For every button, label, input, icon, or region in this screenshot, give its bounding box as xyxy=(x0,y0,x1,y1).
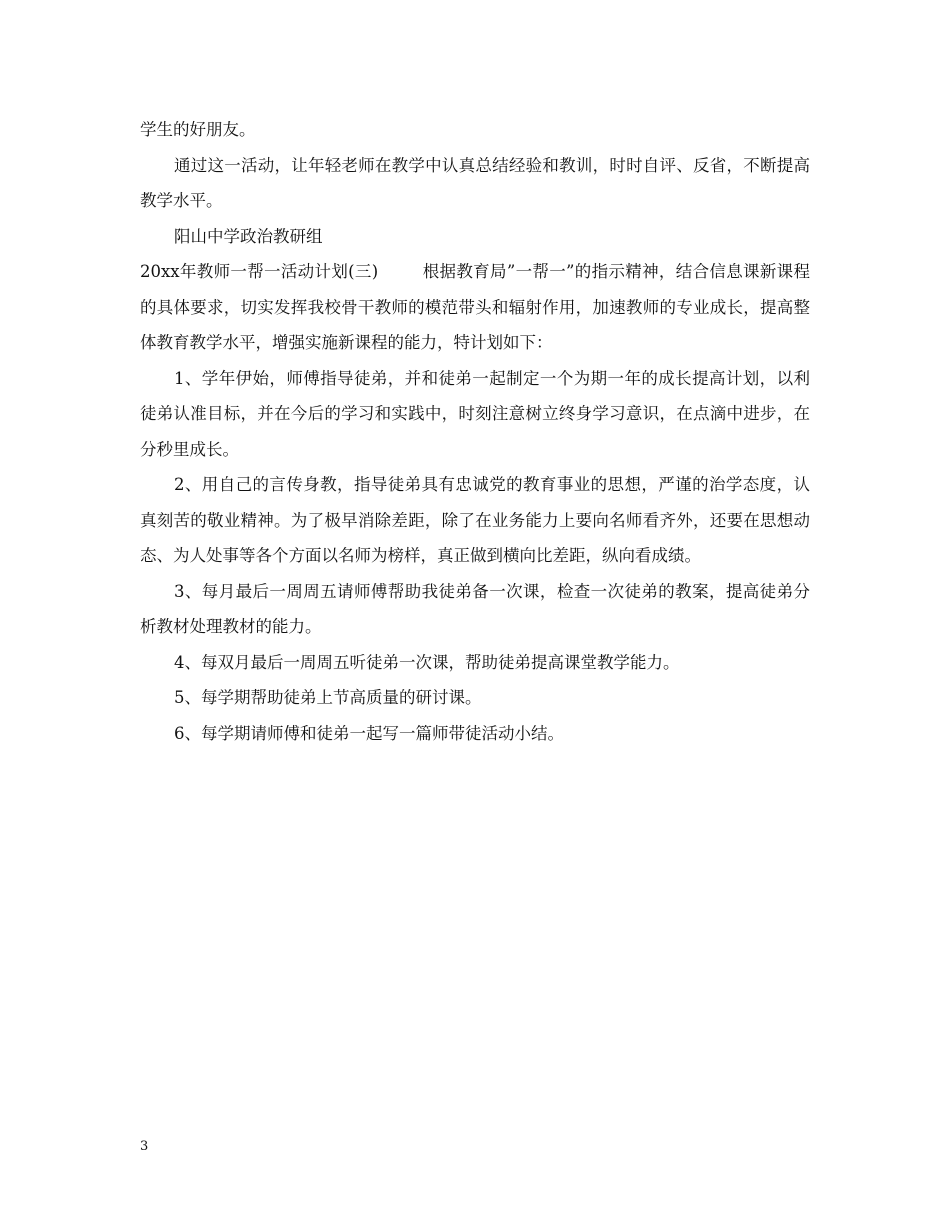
paragraph-plan-intro: 20xx年教师一帮一活动计划(三) 根据教育局”一帮一”的指示精神，结合信息课新课程的具体要求，切实发挥我校骨干教师的模范带头和辐射作用，加速教师的专业成长，提高整体教育教学水平，增强实施新课程的能力，特计划如下： xyxy=(140,262,810,352)
paragraph-signature-group: 阳山中学政治教研组 xyxy=(174,226,323,246)
paragraph-item-6: 6、每学期请师傅和徒弟一起写一篇师带徒活动小结。 xyxy=(174,723,564,743)
paragraph-closing-line: 学生的好朋友。 xyxy=(140,120,256,139)
paragraph-item-2: 2、用自己的言传身教，指导徒弟具有忠诚党的教育事业的思想，严谨的治学态度，认真刻苦的敬业精神。为了极早消除差距，除了在业务能力上要向名师看齐外，还要在思想动态、为人处事等各个方面以名师为榜样，真正做到横向比差距，纵向看成绩。 xyxy=(140,475,810,565)
paragraph-item-1: 1、学年伊始，师傅指导徒弟，并和徒弟一起制定一个为期一年的成长提高计划，以利徒弟认准目标，并在今后的学习和实践中，时刻注意树立终身学习意识，在点滴中进步，在分秒里成长。 xyxy=(140,368,810,459)
page-number: 3 xyxy=(140,1139,149,1154)
paragraph-item-4: 4、每双月最后一周周五听徒弟一次课，帮助徒弟提高课堂教学能力。 xyxy=(174,652,680,672)
document-body xyxy=(140,112,810,751)
paragraph-item-3: 3、每月最后一周周五请师傅帮助我徒弟备一次课，检查一次徒弟的教案，提高徒弟分析教材处理教材的能力。 xyxy=(140,581,810,636)
paragraph-activity-summary: 通过这一活动，让年轻老师在教学中认真总结经验和教训，时时自评、反省，不断提高教学水平。 xyxy=(140,155,810,210)
paragraph-item-5: 5、每学期帮助徒弟上节高质量的研讨课。 xyxy=(174,688,482,707)
